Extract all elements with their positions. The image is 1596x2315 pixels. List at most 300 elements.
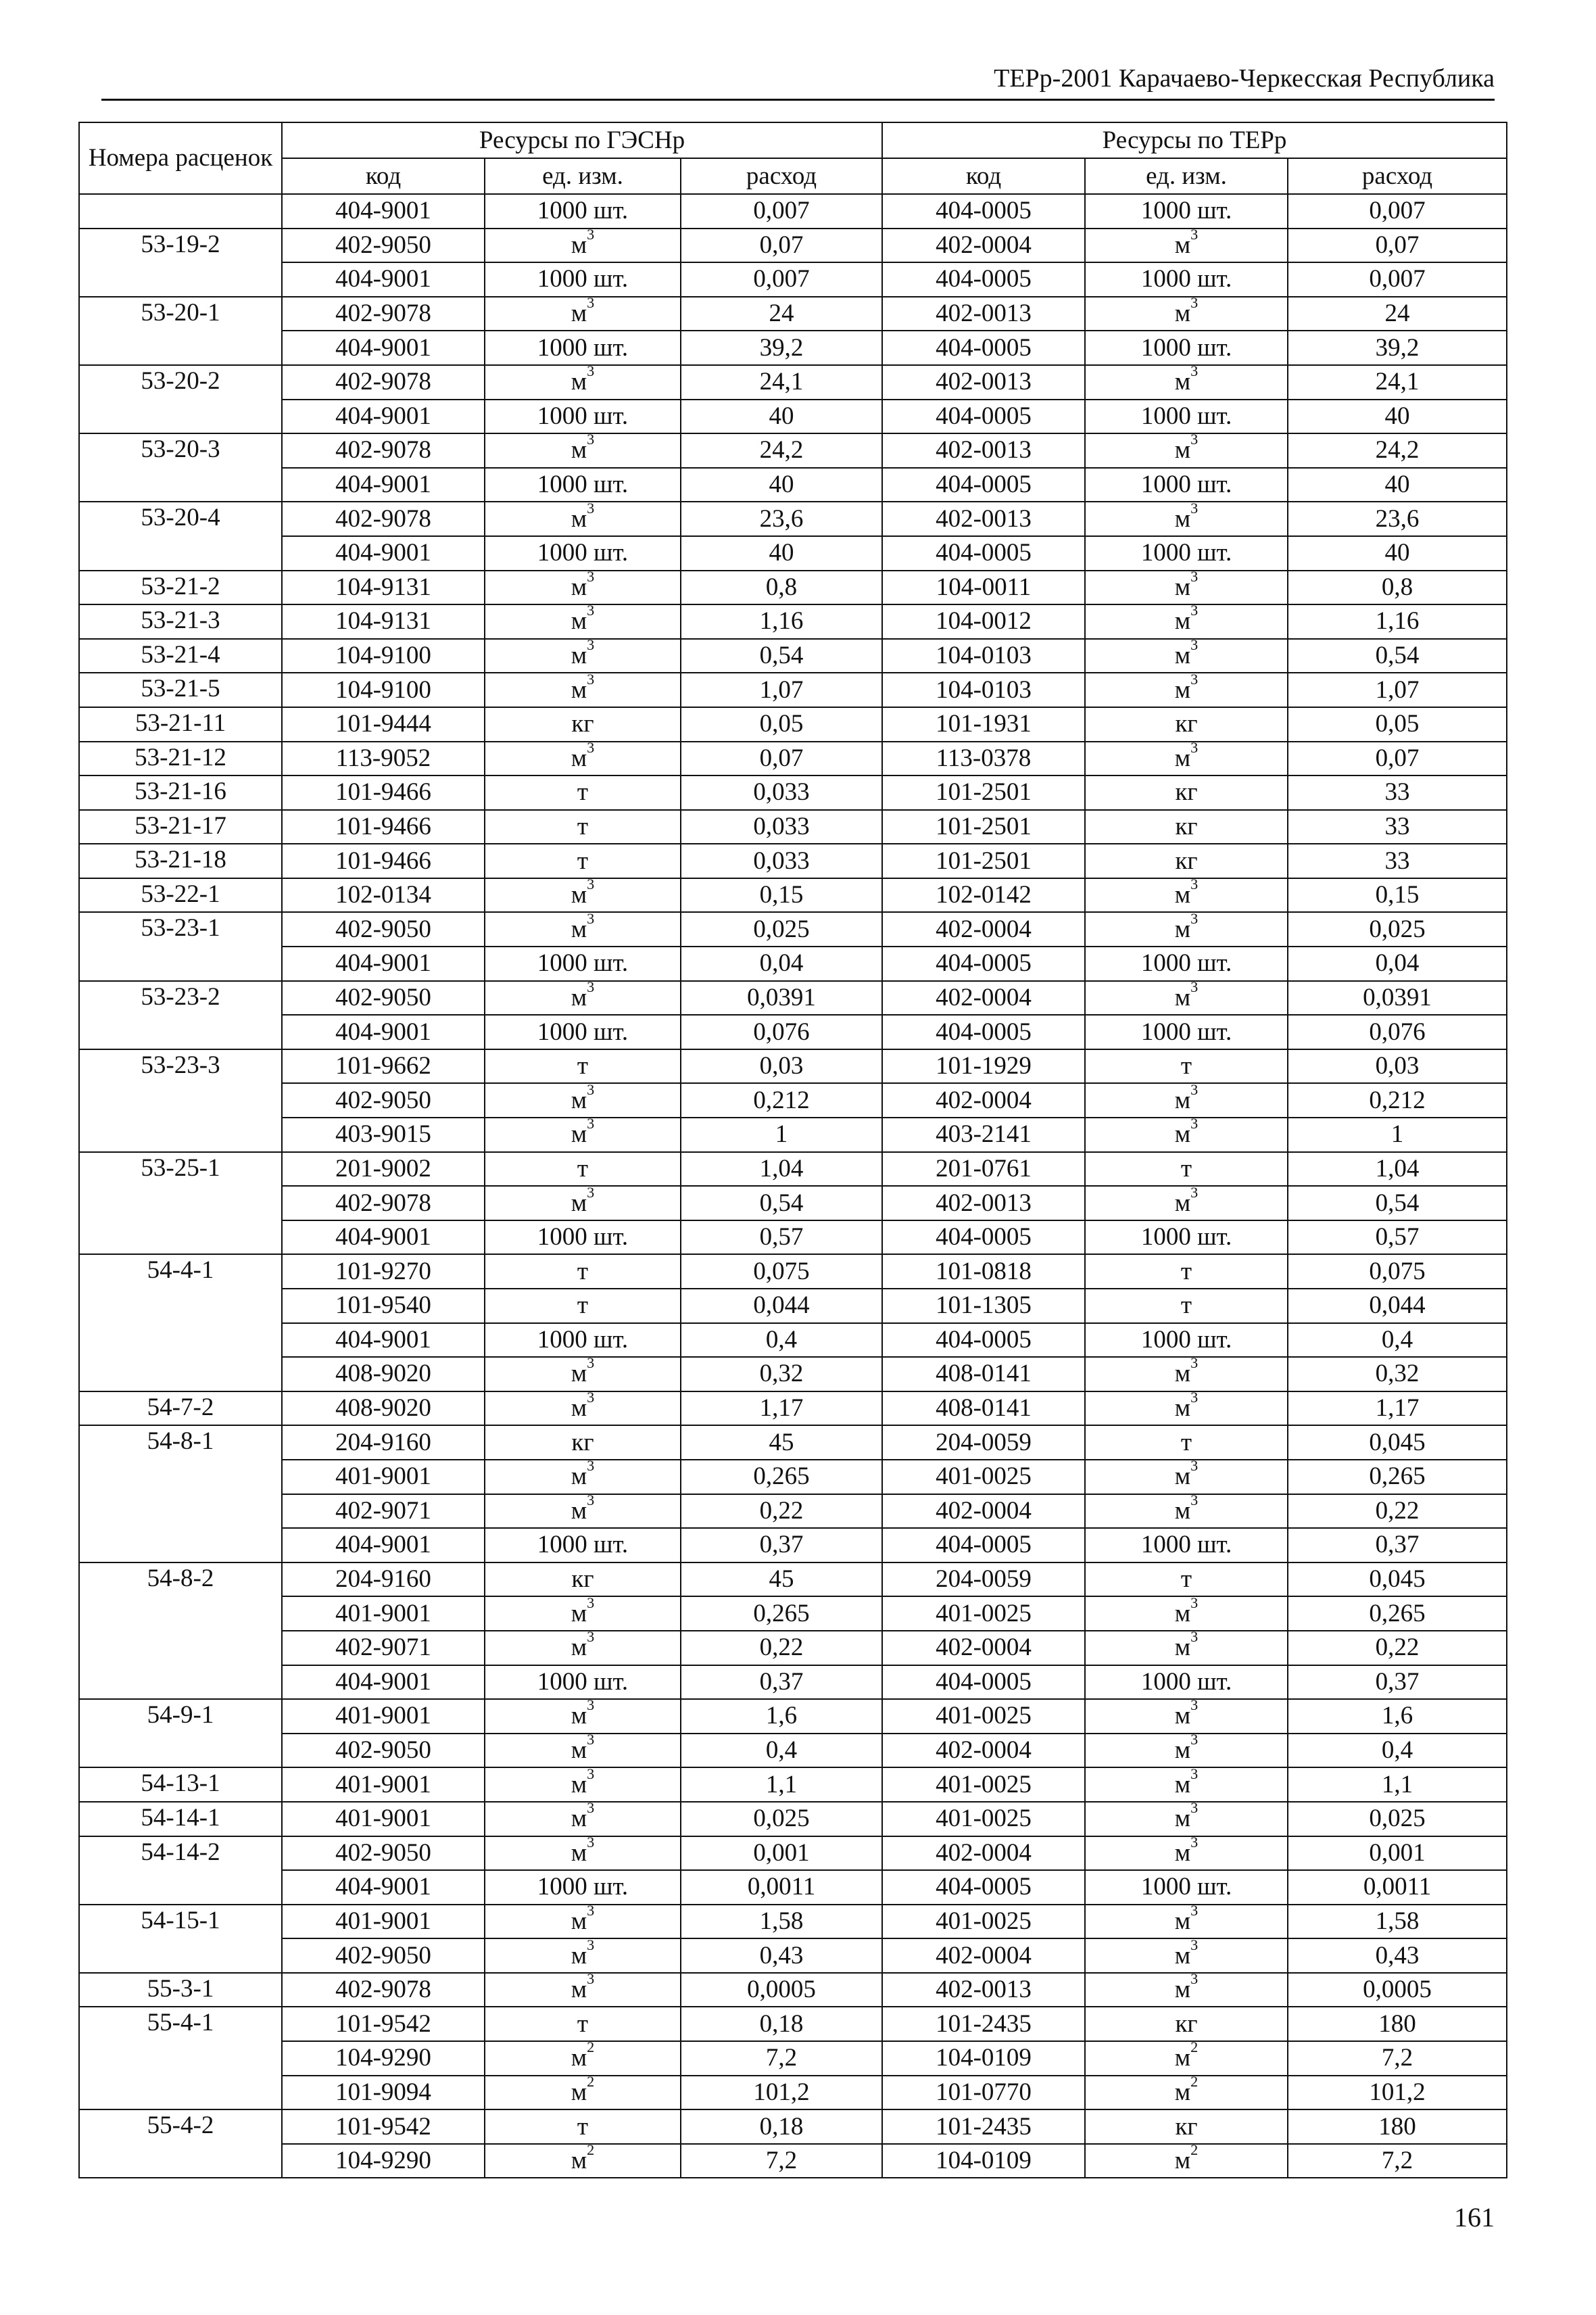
cell-gesn-code: 404-9001 [282,468,485,502]
cell-ter-amount: 40 [1288,400,1507,434]
cell-gesn-unit: т [485,1049,681,1084]
cell-ter-amount: 0,076 [1288,1015,1507,1049]
cell-ter-unit: 1000 шт. [1085,262,1288,297]
cell-gesn-amount: 0,32 [681,1357,882,1391]
table-row [79,1699,1507,1734]
cell-ter-code: 201-0761 [882,1152,1085,1187]
cell-gesn-code: 104-9131 [282,604,485,639]
cell-gesn-code: 101-9270 [282,1254,485,1289]
cell-gesn-unit: $м^3$ [485,1596,681,1631]
cell-gesn-unit: $м^3$ [485,1905,681,1939]
cell-gesn-code: 404-9001 [282,262,485,297]
header-row-subcolumns [79,158,1507,194]
cell-ter-amount: 0,37 [1288,1665,1507,1700]
cell-rate-number: 54-14-2 [79,1836,282,1905]
cell-ter-amount: 0,075 [1288,1254,1507,1289]
cell-gesn-unit: $м^3$ [485,297,681,331]
table-row [79,1220,1507,1255]
table-row [79,1494,1507,1529]
cell-ter-code: 402-0004 [882,1631,1085,1665]
cell-ter-amount: 7,2 [1288,2144,1507,2178]
cell-ter-amount: 0,0005 [1288,1973,1507,2007]
cell-ter-code: 408-0141 [882,1391,1085,1426]
resource-table [78,122,1507,2178]
cell-rate-number: 53-21-5 [79,673,282,707]
table-row [79,433,1507,468]
cell-gesn-amount: 24,2 [681,433,882,468]
table-row [79,1289,1507,1323]
cell-gesn-code: 403-9015 [282,1118,485,1152]
cell-gesn-amount: 0,54 [681,1186,882,1220]
table-row [79,536,1507,571]
cell-gesn-unit: т [485,2109,681,2144]
cell-ter-code: 204-0059 [882,1425,1085,1460]
cell-ter-code: 104-0103 [882,639,1085,673]
cell-ter-amount: 40 [1288,468,1507,502]
table-row [79,262,1507,297]
cell-ter-unit: 1000 шт. [1085,400,1288,434]
cell-gesn-unit: т [485,2007,681,2041]
cell-ter-unit: $м^3$ [1085,1905,1288,1939]
table-row [79,1870,1507,1905]
cell-gesn-amount: 39,2 [681,331,882,365]
table-row [79,1323,1507,1358]
table-row [79,1425,1507,1460]
cell-ter-unit: $м^2$ [1085,2076,1288,2110]
cell-rate-number: 53-21-3 [79,604,282,639]
cell-ter-code: 104-0109 [882,2041,1085,2076]
cell-gesn-amount: 0,033 [681,844,882,878]
cell-gesn-unit: т [485,1254,681,1289]
cell-ter-unit: $м^3$ [1085,1391,1288,1426]
cell-ter-unit: $м^3$ [1085,1938,1288,1973]
cell-ter-unit: кг [1085,707,1288,742]
cell-ter-code: 402-0013 [882,365,1085,400]
cell-ter-unit: $м^3$ [1085,502,1288,536]
cell-ter-unit: т [1085,1254,1288,1289]
cell-rate-number: 53-21-4 [79,639,282,673]
cell-ter-code: 402-0013 [882,502,1085,536]
cell-gesn-code: 404-9001 [282,194,485,229]
cell-gesn-unit: $м^3$ [485,1938,681,1973]
cell-ter-unit: $м^3$ [1085,1802,1288,1836]
table-row [79,1802,1507,1836]
cell-gesn-code: 402-9078 [282,297,485,331]
cell-ter-code: 402-0004 [882,1083,1085,1118]
cell-ter-amount: 0,8 [1288,571,1507,605]
table-row [79,1767,1507,1802]
cell-rate-number: 54-15-1 [79,1905,282,1973]
cell-gesn-amount: 0,4 [681,1734,882,1768]
cell-ter-amount: 101,2 [1288,2076,1507,2110]
table-row [79,502,1507,536]
cell-gesn-code: 401-9001 [282,1699,485,1734]
cell-rate-number: 53-21-12 [79,742,282,776]
cell-gesn-amount: 0,07 [681,229,882,263]
cell-ter-code: 404-0005 [882,1015,1085,1049]
cell-gesn-code: 101-9542 [282,2109,485,2144]
table-row [79,1460,1507,1494]
cell-gesn-amount: 45 [681,1562,882,1597]
cell-ter-amount: 0,007 [1288,194,1507,229]
cell-gesn-code: 204-9160 [282,1562,485,1597]
table-row [79,365,1507,400]
cell-gesn-amount: 1 [681,1118,882,1152]
table-row [79,1528,1507,1562]
running-header: ТЕРр-2001 Карачаево-Черкесская Республика [994,64,1495,93]
cell-gesn-code: 408-9020 [282,1357,485,1391]
cell-ter-unit: 1000 шт. [1085,947,1288,981]
cell-gesn-unit: $м^3$ [485,1083,681,1118]
cell-rate-number: 53-20-4 [79,502,282,570]
header-ter-code: код [882,158,1085,194]
cell-gesn-unit: т [485,810,681,844]
cell-gesn-unit: $м^2$ [485,2076,681,2110]
cell-ter-code: 404-0005 [882,262,1085,297]
table-row [79,775,1507,810]
cell-ter-code: 408-0141 [882,1357,1085,1391]
cell-ter-amount: 0,54 [1288,639,1507,673]
cell-gesn-amount: 0,15 [681,878,882,913]
cell-gesn-amount: 0,4 [681,1323,882,1358]
cell-ter-amount: 0,22 [1288,1631,1507,1665]
cell-gesn-code: 402-9050 [282,1836,485,1871]
table-row [79,2109,1507,2144]
cell-ter-amount: 39,2 [1288,331,1507,365]
cell-gesn-unit: 1000 шт. [485,1528,681,1562]
header-row-groups [79,122,1507,158]
cell-gesn-amount: 0,033 [681,775,882,810]
cell-ter-unit: $м^3$ [1085,981,1288,1016]
cell-gesn-amount: 0,025 [681,1802,882,1836]
cell-ter-amount: 0,43 [1288,1938,1507,1973]
cell-gesn-unit: кг [485,707,681,742]
header-gesn-resources: Ресурсы по ГЭСНр [282,122,882,158]
cell-ter-code: 404-0005 [882,400,1085,434]
cell-gesn-unit: $м^3$ [485,604,681,639]
table-row [79,1254,1507,1289]
cell-ter-code: 402-0013 [882,433,1085,468]
cell-rate-number: 54-8-2 [79,1562,282,1699]
cell-gesn-amount: 0,001 [681,1836,882,1871]
cell-ter-code: 404-0005 [882,331,1085,365]
cell-ter-amount: 7,2 [1288,2041,1507,2076]
cell-ter-code: 401-0025 [882,1905,1085,1939]
cell-ter-unit: $м^3$ [1085,1836,1288,1871]
cell-ter-unit: $м^2$ [1085,2144,1288,2178]
table-row [79,1836,1507,1871]
cell-gesn-code: 101-9662 [282,1049,485,1084]
cell-ter-code: 102-0142 [882,878,1085,913]
cell-gesn-unit: $м^3$ [485,1357,681,1391]
cell-ter-unit: $м^3$ [1085,673,1288,707]
cell-gesn-amount: 0,57 [681,1220,882,1255]
cell-ter-code: 402-0013 [882,297,1085,331]
cell-gesn-unit: т [485,1289,681,1323]
cell-gesn-unit: $м^3$ [485,1699,681,1734]
cell-gesn-amount: 0,0005 [681,1973,882,2007]
cell-gesn-amount: 0,37 [681,1665,882,1700]
cell-rate-number: 53-21-16 [79,775,282,810]
cell-gesn-code: 402-9078 [282,433,485,468]
cell-gesn-code: 401-9001 [282,1767,485,1802]
cell-gesn-amount: 0,075 [681,1254,882,1289]
cell-gesn-code: 402-9050 [282,981,485,1016]
cell-ter-code: 101-0770 [882,2076,1085,2110]
cell-ter-code: 101-1305 [882,1289,1085,1323]
cell-gesn-unit: 1000 шт. [485,468,681,502]
cell-ter-amount: 24,2 [1288,433,1507,468]
cell-gesn-unit: т [485,1152,681,1187]
cell-gesn-unit: $м^2$ [485,2041,681,2076]
cell-gesn-code: 402-9078 [282,1186,485,1220]
cell-ter-amount: 1 [1288,1118,1507,1152]
header-ter-resources: Ресурсы по ТЕРр [882,122,1507,158]
cell-gesn-amount: 0,265 [681,1460,882,1494]
cell-gesn-code: 401-9001 [282,1460,485,1494]
cell-ter-amount: 0,07 [1288,742,1507,776]
cell-gesn-unit: $м^3$ [485,229,681,263]
cell-gesn-amount: 0,22 [681,1494,882,1529]
cell-gesn-unit: $м^3$ [485,1767,681,1802]
table-row [79,1734,1507,1768]
cell-gesn-unit: 1000 шт. [485,1870,681,1905]
cell-gesn-amount: 0,18 [681,2109,882,2144]
cell-gesn-amount: 0,0391 [681,981,882,1016]
cell-gesn-code: 404-9001 [282,947,485,981]
table-row [79,878,1507,913]
cell-ter-amount: 180 [1288,2007,1507,2041]
cell-ter-amount: 0,04 [1288,947,1507,981]
cell-ter-amount: 33 [1288,810,1507,844]
table-row [79,2007,1507,2041]
table-row [79,229,1507,263]
cell-ter-code: 404-0005 [882,1665,1085,1700]
cell-gesn-code: 408-9020 [282,1391,485,1426]
cell-gesn-amount: 1,58 [681,1905,882,1939]
cell-ter-unit: $м^3$ [1085,1494,1288,1529]
table-row [79,1562,1507,1597]
cell-gesn-code: 101-9540 [282,1289,485,1323]
cell-ter-code: 101-0818 [882,1254,1085,1289]
cell-gesn-amount: 0,007 [681,194,882,229]
table-row [79,571,1507,605]
cell-ter-amount: 1,16 [1288,604,1507,639]
cell-ter-amount: 1,58 [1288,1905,1507,1939]
table-row [79,947,1507,981]
cell-rate-number: 54-14-1 [79,1802,282,1836]
table-row [79,297,1507,331]
cell-gesn-unit: $м^3$ [485,1973,681,2007]
cell-ter-unit: $м^3$ [1085,1734,1288,1768]
cell-rate-number: 54-7-2 [79,1391,282,1426]
cell-ter-amount: 0,03 [1288,1049,1507,1084]
cell-rate-number: 53-20-3 [79,433,282,502]
cell-ter-code: 404-0005 [882,1323,1085,1358]
cell-ter-code: 404-0005 [882,1528,1085,1562]
cell-ter-code: 101-2501 [882,844,1085,878]
cell-rate-number: 53-19-2 [79,229,282,297]
cell-gesn-code: 402-9050 [282,1938,485,1973]
cell-ter-unit: $м^3$ [1085,742,1288,776]
cell-gesn-code: 402-9078 [282,365,485,400]
cell-gesn-code: 402-9078 [282,502,485,536]
cell-gesn-code: 104-9290 [282,2144,485,2178]
cell-gesn-unit: $м^3$ [485,878,681,913]
cell-ter-code: 402-0013 [882,1186,1085,1220]
cell-gesn-unit: 1000 шт. [485,262,681,297]
cell-ter-unit: $м^3$ [1085,1631,1288,1665]
cell-ter-code: 404-0005 [882,1220,1085,1255]
cell-gesn-unit: $м^3$ [485,1186,681,1220]
cell-ter-unit: 1000 шт. [1085,1220,1288,1255]
cell-gesn-code: 101-9542 [282,2007,485,2041]
cell-ter-unit: $м^3$ [1085,1767,1288,1802]
cell-ter-unit: 1000 шт. [1085,331,1288,365]
cell-ter-amount: 0,54 [1288,1186,1507,1220]
cell-ter-code: 101-1929 [882,1049,1085,1084]
header-rule [101,99,1495,101]
cell-ter-unit: кг [1085,2007,1288,2041]
cell-ter-unit: $м^3$ [1085,1186,1288,1220]
cell-ter-amount: 180 [1288,2109,1507,2144]
cell-gesn-code: 402-9050 [282,229,485,263]
cell-rate-number: 53-20-1 [79,297,282,365]
cell-rate-number [79,194,282,229]
cell-ter-amount: 33 [1288,775,1507,810]
cell-ter-code: 104-0103 [882,673,1085,707]
cell-ter-amount: 0,57 [1288,1220,1507,1255]
cell-gesn-unit: $м^3$ [485,912,681,947]
page-number: 161 [1454,2202,1495,2233]
cell-gesn-code: 404-9001 [282,1323,485,1358]
cell-gesn-amount: 0,265 [681,1596,882,1631]
cell-rate-number: 54-9-1 [79,1699,282,1767]
table-row [79,1186,1507,1220]
cell-ter-amount: 24,1 [1288,365,1507,400]
cell-ter-amount: 0,22 [1288,1494,1507,1529]
cell-ter-amount: 1,04 [1288,1152,1507,1187]
cell-rate-number: 53-21-17 [79,810,282,844]
cell-gesn-code: 101-9094 [282,2076,485,2110]
cell-ter-unit: $м^3$ [1085,1357,1288,1391]
cell-gesn-code: 402-9050 [282,1083,485,1118]
cell-gesn-unit: $м^3$ [485,1118,681,1152]
cell-ter-unit: $м^3$ [1085,571,1288,605]
cell-ter-unit: $м^3$ [1085,433,1288,468]
cell-ter-code: 401-0025 [882,1802,1085,1836]
cell-ter-unit: кг [1085,810,1288,844]
cell-ter-unit: т [1085,1152,1288,1187]
cell-gesn-unit: 1000 шт. [485,947,681,981]
cell-gesn-unit: 1000 шт. [485,1220,681,1255]
cell-gesn-unit: $м^3$ [485,365,681,400]
cell-gesn-unit: 1000 шт. [485,536,681,571]
cell-ter-amount: 0,37 [1288,1528,1507,1562]
cell-ter-unit: 1000 шт. [1085,1015,1288,1049]
cell-ter-code: 113-0378 [882,742,1085,776]
cell-rate-number: 54-4-1 [79,1254,282,1391]
cell-ter-code: 402-0013 [882,1973,1085,2007]
cell-ter-unit: кг [1085,775,1288,810]
cell-gesn-code: 104-9290 [282,2041,485,2076]
table-row [79,2144,1507,2178]
cell-gesn-amount: 40 [681,536,882,571]
cell-gesn-amount: 0,07 [681,742,882,776]
header-rate-number: Номера расценок [79,122,282,194]
cell-gesn-amount: 45 [681,1425,882,1460]
cell-gesn-amount: 0,03 [681,1049,882,1084]
cell-ter-unit: $м^3$ [1085,1973,1288,2007]
cell-rate-number: 53-22-1 [79,878,282,913]
cell-ter-amount: 0,07 [1288,229,1507,263]
cell-gesn-amount: 0,076 [681,1015,882,1049]
cell-ter-code: 402-0004 [882,981,1085,1016]
cell-gesn-unit: $м^3$ [485,1494,681,1529]
header-ter-amount: расход [1288,158,1507,194]
cell-ter-code: 402-0004 [882,1836,1085,1871]
cell-gesn-unit: $м^3$ [485,981,681,1016]
cell-ter-code: 403-2141 [882,1118,1085,1152]
cell-ter-code: 401-0025 [882,1460,1085,1494]
cell-gesn-unit: 1000 шт. [485,400,681,434]
cell-gesn-amount: 0,8 [681,571,882,605]
cell-gesn-unit: 1000 шт. [485,1665,681,1700]
cell-ter-unit: $м^3$ [1085,229,1288,263]
cell-gesn-amount: 0,044 [681,1289,882,1323]
cell-ter-unit: 1000 шт. [1085,1528,1288,1562]
cell-gesn-code: 401-9001 [282,1802,485,1836]
table-row [79,194,1507,229]
cell-gesn-unit: $м^3$ [485,1631,681,1665]
cell-gesn-amount: 0,212 [681,1083,882,1118]
cell-gesn-code: 104-9131 [282,571,485,605]
cell-ter-amount: 40 [1288,536,1507,571]
table-row [79,604,1507,639]
cell-gesn-unit: $м^3$ [485,571,681,605]
cell-gesn-unit: $м^3$ [485,1460,681,1494]
table-body [79,194,1507,2178]
cell-ter-code: 104-0012 [882,604,1085,639]
cell-ter-unit: 1000 шт. [1085,1870,1288,1905]
cell-gesn-code: 113-9052 [282,742,485,776]
cell-ter-code: 404-0005 [882,468,1085,502]
cell-ter-code: 402-0004 [882,912,1085,947]
cell-gesn-code: 404-9001 [282,400,485,434]
cell-gesn-amount: 0,18 [681,2007,882,2041]
cell-gesn-amount: 0,025 [681,912,882,947]
cell-gesn-code: 404-9001 [282,331,485,365]
cell-rate-number: 53-23-2 [79,981,282,1049]
cell-rate-number: 53-21-11 [79,707,282,742]
cell-ter-unit: $м^3$ [1085,604,1288,639]
cell-gesn-code: 401-9001 [282,1596,485,1631]
cell-ter-unit: $м^2$ [1085,2041,1288,2076]
cell-gesn-unit: кг [485,1425,681,1460]
cell-ter-amount: 0,045 [1288,1562,1507,1597]
cell-ter-amount: 0,15 [1288,878,1507,913]
table-row [79,1049,1507,1084]
cell-gesn-code: 104-9100 [282,673,485,707]
cell-gesn-unit: $м^3$ [485,742,681,776]
cell-ter-amount: 0,045 [1288,1425,1507,1460]
cell-ter-code: 101-2501 [882,810,1085,844]
table-row [79,810,1507,844]
table-row [79,1665,1507,1700]
table-row [79,400,1507,434]
cell-rate-number: 55-4-1 [79,2007,282,2109]
cell-gesn-code: 101-9466 [282,844,485,878]
